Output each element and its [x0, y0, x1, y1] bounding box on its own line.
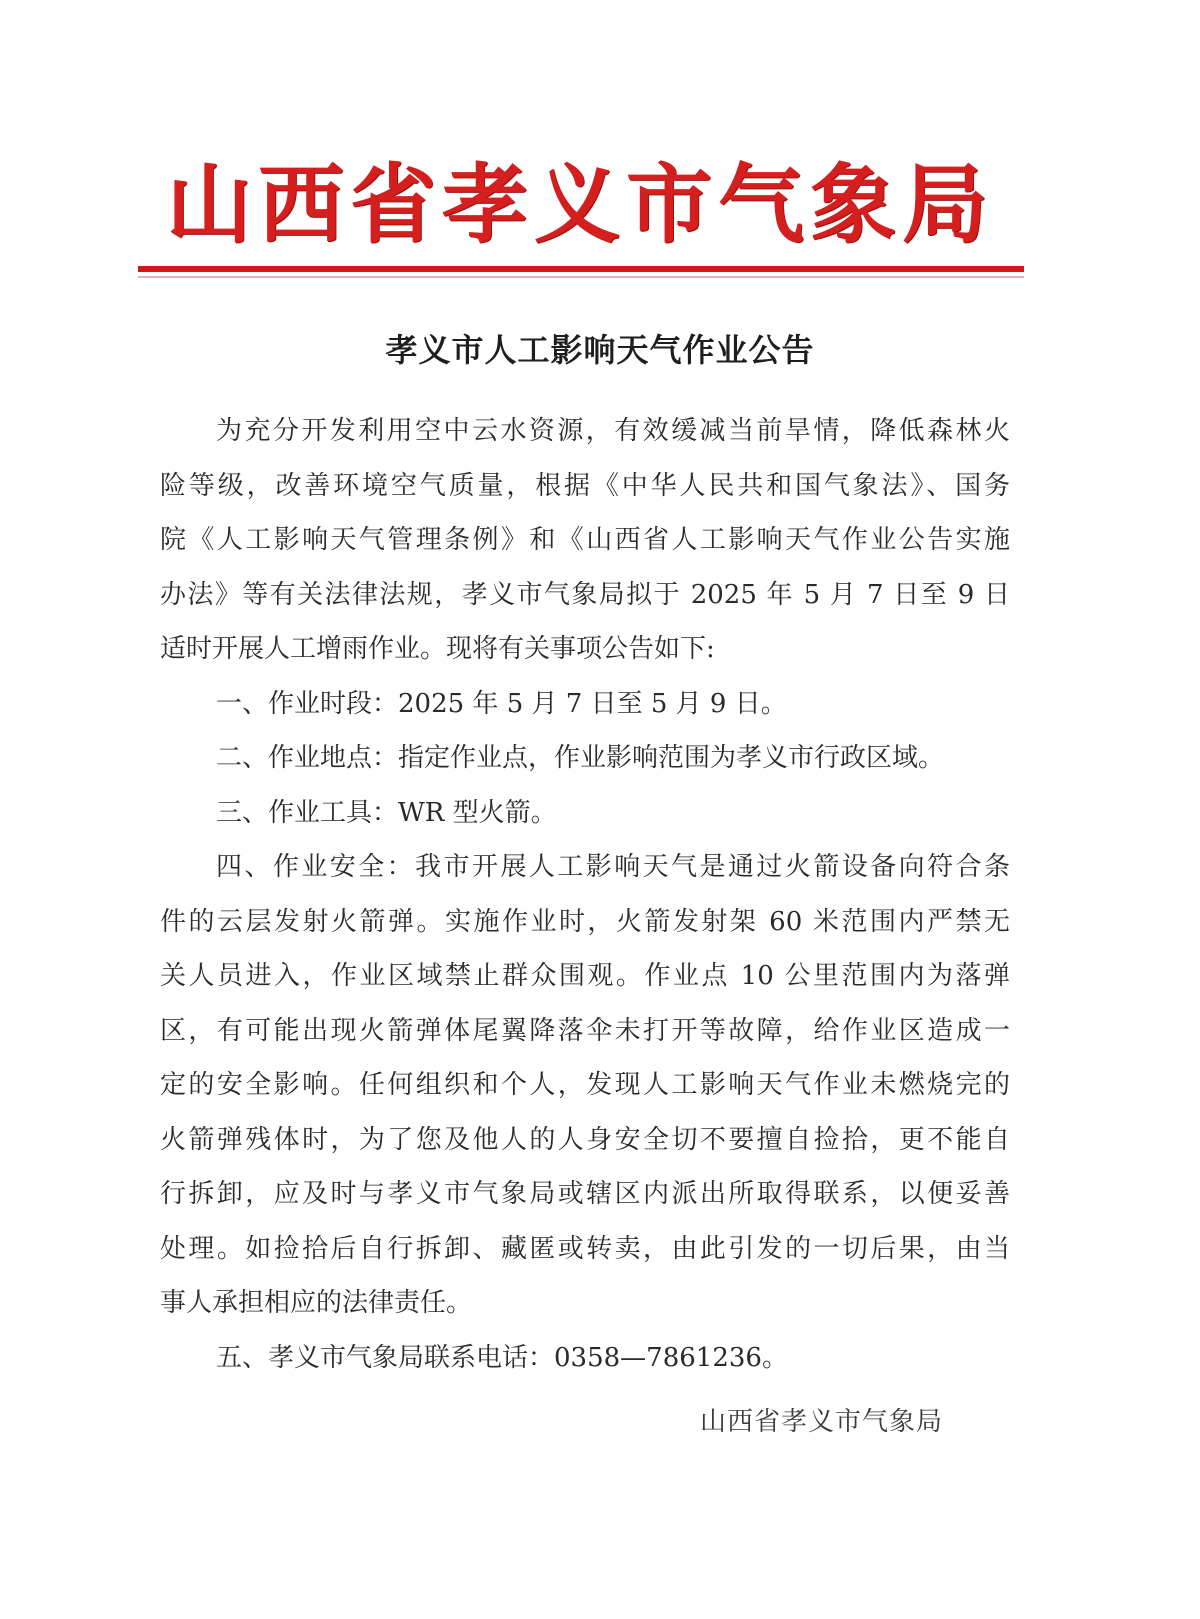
- item-line: 三、作业工具：WR 型火箭。: [216, 797, 557, 828]
- item-work-period: [160, 677, 1010, 732]
- item-contact-phone: [160, 1331, 1010, 1386]
- item-work-tool: [160, 786, 1010, 841]
- item-line: 一、作业时段：2025 年 5 月 7 日至 5 月 9 日。: [216, 688, 787, 719]
- item-line: 关人员进入，作业区域禁止群众围观。作业点 10 公里范围内为落弹: [160, 961, 1010, 991]
- document-title: 孝义市人工影响天气作业公告: [385, 331, 815, 369]
- intro-line: 院《人工影响天气管理条例》和《山西省人工影响天气作业公告实施: [160, 525, 1010, 555]
- item-line: 定的安全影响。任何组织和个人，发现人工影响天气作业未燃烧完的: [160, 1070, 1010, 1100]
- intro-paragraph: [160, 404, 1010, 677]
- intro-line: 为充分开发利用空中云水资源，有效缓减当前旱情，降低森林火: [216, 416, 1010, 446]
- item-line: 五、孝义市气象局联系电话：0358—7861236。: [216, 1342, 788, 1373]
- item-work-location: [160, 731, 1010, 786]
- intro-line: 办法》等有关法律法规，孝义市气象局拟于 2025 年 5 月 7 日至 9 日: [160, 579, 1010, 610]
- item-line: 行拆卸，应及时与孝义市气象局或辖区内派出所取得联系，以便妥善: [160, 1179, 1010, 1209]
- document-body: [160, 404, 1010, 1385]
- signature: 山西省孝义市气象局: [700, 1407, 944, 1437]
- intro-line: 险等级，改善环境空气质量，根据《中华人民共和国气象法》、国务: [160, 470, 1010, 501]
- item-line: 四、作业安全：我市开展人工影响天气是通过火箭设备向符合条: [216, 852, 1010, 882]
- item-line: 二、作业地点：指定作业点，作业影响范围为孝义市行政区域。: [216, 743, 945, 773]
- masthead-red-rule-shadow: [138, 276, 1024, 278]
- masthead-red-rule: [138, 266, 1024, 272]
- masthead-title: 山西省孝义市气象局: [166, 154, 994, 255]
- item-line: 件的云层发射火箭弹。实施作业时，火箭发射架 60 米范围内严禁无: [160, 906, 1010, 937]
- item-line: 处理。如捡拾后自行拆卸、藏匿或转卖，由此引发的一切后果，由当: [160, 1233, 1010, 1264]
- item-line: 事人承担相应的法律责任。: [160, 1288, 473, 1318]
- item-line: 区，有可能出现火箭弹体尾翼降落伞未打开等故障，给作业区造成一: [160, 1015, 1010, 1046]
- item-line: 火箭弹残体时，为了您及他人的人身安全切不要擅自捡拾，更不能自: [160, 1124, 1010, 1155]
- item-work-safety: [160, 840, 1010, 1331]
- intro-line: 适时开展人工增雨作业。现将有关事项公告如下:: [160, 634, 715, 664]
